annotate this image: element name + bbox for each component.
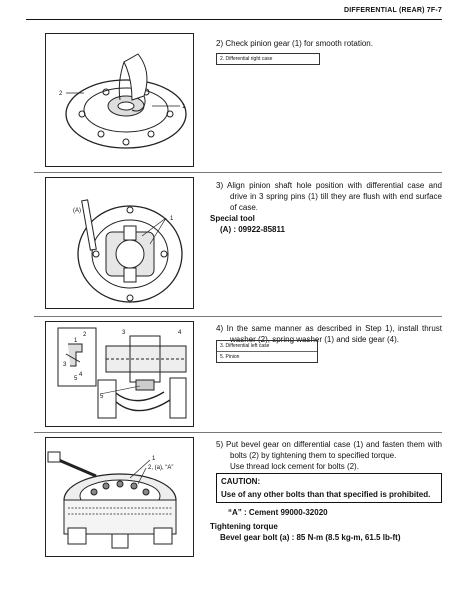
bevel-gear-illustration (46, 438, 193, 556)
figure-label-5b: 5 (100, 394, 104, 400)
page-header-title: DIFFERENTIAL (REAR) 7F-7 (343, 7, 442, 14)
step-2-legend (216, 53, 320, 65)
step-5-subtext: Use thread lock cement for bolts (2). (230, 462, 359, 471)
figure-pinion-rotation (45, 33, 194, 167)
figure-label-2: 2 (59, 91, 63, 97)
cement-spec: “A” : Cement 99000-32020 (228, 508, 328, 517)
torque-value: Bevel gear bolt (a) : 85 N-m (8.5 kg-m, 61.5 lb-ft) (220, 533, 401, 542)
section-divider (34, 316, 442, 317)
figure-label-2: 2 (83, 332, 87, 338)
caution-title: CAUTION: (221, 477, 261, 486)
figure-label-4: 4 (79, 372, 83, 378)
special-tool-value: (A) : 09922-85811 (220, 225, 285, 234)
step-4-legend (216, 340, 318, 363)
section-divider (34, 172, 442, 173)
figure-label-3b: 3 (122, 330, 126, 336)
figure-label-3: 3 (63, 362, 67, 368)
figure-spring-pin-install (45, 177, 194, 309)
figure-label-a: (A) (73, 208, 81, 214)
caution-box (216, 473, 442, 503)
spring-pin-illustration (46, 178, 193, 308)
figure-bevel-gear-fasten (45, 437, 194, 557)
step-5-text: 5) Put bevel gear on differential case (1) and fasten them with bolts (2) by tightening them to specified torque. (216, 440, 442, 460)
step-4-text: 4) In the same manner as described in Step 1), install thrust washer (2), spring washer (1) and side gear (4). (216, 324, 442, 344)
figure-label-4b: 4 (178, 330, 182, 336)
step-3-instruction (216, 180, 442, 213)
figure-label-1: 1 (170, 216, 174, 222)
header-rule (26, 19, 442, 20)
figure-label-1: 1 (182, 104, 186, 110)
special-tool-heading: Special tool (210, 214, 255, 223)
section-divider (34, 432, 442, 433)
figure-side-gear-install (45, 321, 194, 427)
torque-heading: Tightening torque (210, 522, 278, 531)
figure-label-2-a-a: 2, (a), “A” (148, 465, 174, 471)
pinion-rotation-illustration (46, 34, 193, 166)
legend-item: 5. Pinion (220, 354, 240, 360)
step-5-instruction (216, 439, 442, 472)
figure-label-1: 1 (74, 338, 78, 344)
figure-label-5: 5 (74, 376, 78, 382)
step-2-instruction: 2) Check pinion gear (1) for smooth rotation. (216, 39, 373, 48)
legend-item: 3. Differential left case (217, 341, 317, 352)
step-3-text: 3) Align pinion shaft hole position with differential case and drive in 3 spring pins (1) till they are flush with end surface of case. (216, 181, 442, 212)
legend-item: 2. Differential right case (220, 56, 273, 62)
caution-text: Use of any other bolts than that specified is prohibited. (221, 490, 431, 499)
figure-label-1: 1 (152, 456, 156, 462)
side-gear-illustration (46, 322, 193, 426)
